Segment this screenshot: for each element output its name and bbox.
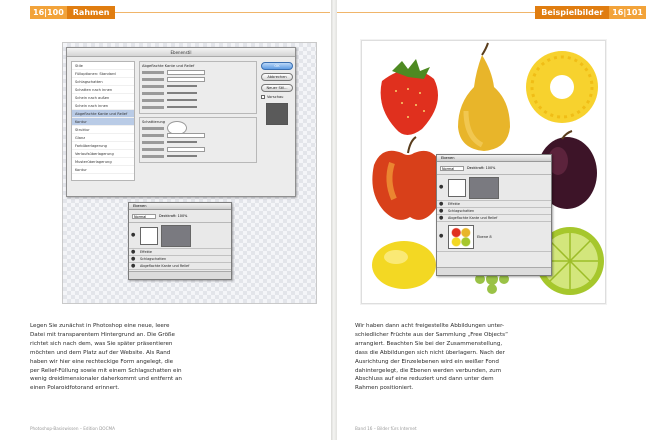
body-line: wenig dreidimensionaler daherkommt und entfernt an [30, 376, 182, 383]
style-list-item[interactable]: Fülloptionen: Standard [72, 70, 134, 78]
ok-button[interactable]: OK [261, 62, 293, 70]
dialog-buttons [261, 62, 293, 125]
palette-title: Ebenen [437, 155, 551, 162]
body-line: haben wir hier eine rechteckige Form angelegt, die [30, 358, 174, 365]
page-number: 16|100 [30, 6, 67, 19]
style-list-item[interactable]: Kontur [72, 118, 134, 126]
eye-icon[interactable]: ● [131, 262, 136, 269]
style-list-item[interactable]: Schein nach außen [72, 94, 134, 102]
shading-group [139, 117, 257, 163]
layer-effect-row: ● Abgeflachte Kante und Relief [129, 263, 231, 270]
eye-icon[interactable]: ● [131, 232, 136, 238]
checkbox-icon [261, 95, 265, 99]
layer-row[interactable] [437, 175, 551, 201]
body-text [30, 322, 182, 393]
section-title: Beispielbilder [535, 6, 609, 19]
layer-thumbnail [448, 179, 466, 197]
body-text [355, 322, 508, 393]
style-list-item[interactable]: Farbüberlagerung [72, 142, 134, 150]
body-line: Legen Sie zunächst in Photoshop eine neue, leere [30, 323, 170, 329]
eye-icon[interactable]: ● [439, 200, 444, 207]
layer-thumbnail [448, 225, 474, 249]
page-number: 16|101 [609, 6, 646, 19]
bevel-structure-group [139, 61, 257, 114]
pear-icon [458, 43, 510, 151]
setting-row[interactable] [142, 90, 254, 96]
setting-row[interactable] [142, 83, 254, 89]
left-page-header [30, 6, 115, 19]
layers-palette [128, 202, 232, 280]
layer-thumbnail [140, 227, 158, 245]
body-line: Ausrichtung der Einzelebenen wird ein weißer Fond [355, 358, 499, 365]
group-caption: Schattierung [142, 120, 166, 124]
style-list-item[interactable]: Musterüberlagerung [72, 158, 134, 166]
preview-checkbox[interactable] [261, 95, 293, 99]
palette-title: Ebenen [129, 203, 231, 210]
style-list-item[interactable]: Schein nach innen [72, 102, 134, 110]
layer-row[interactable] [129, 223, 231, 249]
pineapple-ring-icon [526, 51, 598, 123]
style-list-item[interactable]: Kontur [72, 166, 134, 174]
body-line: Wir haben dann acht freigestellte Abbildungen unter- [355, 323, 505, 329]
right-page-header [535, 6, 646, 19]
eye-icon[interactable]: ● [131, 255, 136, 262]
body-line: per Relief-Füllung sowie mit einem Schlagschatten ein [30, 367, 182, 374]
body-line: dahintergelegt, die Ebenen werden verbunden, zum [355, 367, 502, 374]
preview-label: Vorschau [267, 95, 284, 99]
group-caption: Abgeflachte Kante und Relief [142, 64, 195, 68]
style-list-item[interactable]: Struktur [72, 126, 134, 134]
setting-row[interactable] [142, 139, 254, 145]
palette-toolbar [129, 210, 231, 223]
lemon-icon [372, 241, 436, 289]
blend-mode-select[interactable]: Normal [440, 166, 464, 171]
setting-row[interactable] [142, 69, 254, 75]
page-footer: Photoshop-Basiswissen – Edition DOCMA [30, 426, 116, 431]
eye-icon[interactable]: ● [439, 184, 444, 190]
palette-toolbar [437, 162, 551, 175]
setting-row[interactable] [142, 153, 254, 159]
body-line: Datei mit transparentem Hintergrund an. Die Größe [30, 331, 175, 338]
layer-effect-row: ● Effekte [437, 201, 551, 208]
eye-icon[interactable]: ● [439, 207, 444, 214]
body-line: schiedlicher Früchte aus der Sammlung „Free Objects“ [355, 331, 508, 338]
style-preview-swatch [266, 103, 288, 125]
body-line: arrangiert. Beachten Sie bei der Zusammenstellung, [355, 340, 503, 347]
body-line: möchten und dem Platz auf der Website. Als Rand [30, 349, 171, 356]
style-list-item-selected[interactable]: Abgeflachte Kante und Relief [72, 110, 134, 118]
setting-row[interactable] [142, 104, 254, 110]
style-list-item[interactable]: Schatten nach innen [72, 86, 134, 94]
opacity-field[interactable]: Deckkraft: 100% [467, 166, 496, 170]
eye-icon[interactable]: ● [131, 248, 136, 255]
layers-palette [436, 154, 552, 276]
strawberry-icon [381, 59, 438, 135]
body-line: Rahmen positioniert. [355, 385, 414, 392]
layer-style-dialog [66, 47, 296, 197]
setting-row[interactable] [142, 97, 254, 103]
layer-name: Ebene 8 [477, 234, 492, 239]
body-line: richtet sich nach dem, was Sie später präsentieren [30, 340, 173, 347]
setting-row[interactable] [142, 76, 254, 82]
blend-mode-select[interactable]: Normal [132, 214, 156, 219]
body-line: Abschluss auf eine reduziert und dann unter dem [355, 376, 494, 383]
page-footer: Band 16 – Bilder fürs Internet [355, 426, 417, 431]
palette-footer [437, 267, 551, 275]
style-list-item[interactable]: Glanz [72, 134, 134, 142]
bevel-settings-panel [139, 61, 257, 191]
style-list-item[interactable]: Verlaufsüberlagerung [72, 150, 134, 158]
setting-row[interactable] [142, 146, 254, 152]
style-list-item[interactable]: Stile [72, 62, 134, 70]
palette-footer [129, 271, 231, 279]
layer-effect-row: ● Schlagschatten [437, 208, 551, 215]
style-list-item[interactable]: Schlagschatten [72, 78, 134, 86]
setting-row[interactable] [142, 132, 254, 138]
left-page [0, 0, 331, 440]
layer-mask-thumbnail [469, 177, 499, 199]
layer-mask-thumbnail [161, 225, 191, 247]
layer-effect-row: ● Schlagschatten [129, 256, 231, 263]
layer-effect-row: ● Abgeflachte Kante und Relief [437, 215, 551, 222]
body-line: dass die Abbildungen sich nicht überlagern. Nach der [355, 349, 505, 356]
cancel-button[interactable]: Abbrechen [261, 73, 293, 81]
new-style-button[interactable]: Neuer Stil... [261, 84, 293, 92]
apple-icon [372, 137, 443, 220]
layer-effect-row: ● Effekte [129, 249, 231, 256]
layer-row[interactable] [437, 222, 551, 252]
style-list [71, 61, 135, 181]
body-line: einen Polaroidfotorand erinnert. [30, 385, 120, 392]
dialog-title: Ebenenstil [67, 48, 295, 57]
section-title: Rahmen [67, 6, 116, 19]
setting-row[interactable] [142, 125, 254, 131]
eye-icon[interactable]: ● [439, 214, 444, 221]
eye-icon[interactable]: ● [439, 233, 444, 239]
opacity-field[interactable]: Deckkraft: 100% [159, 214, 188, 218]
